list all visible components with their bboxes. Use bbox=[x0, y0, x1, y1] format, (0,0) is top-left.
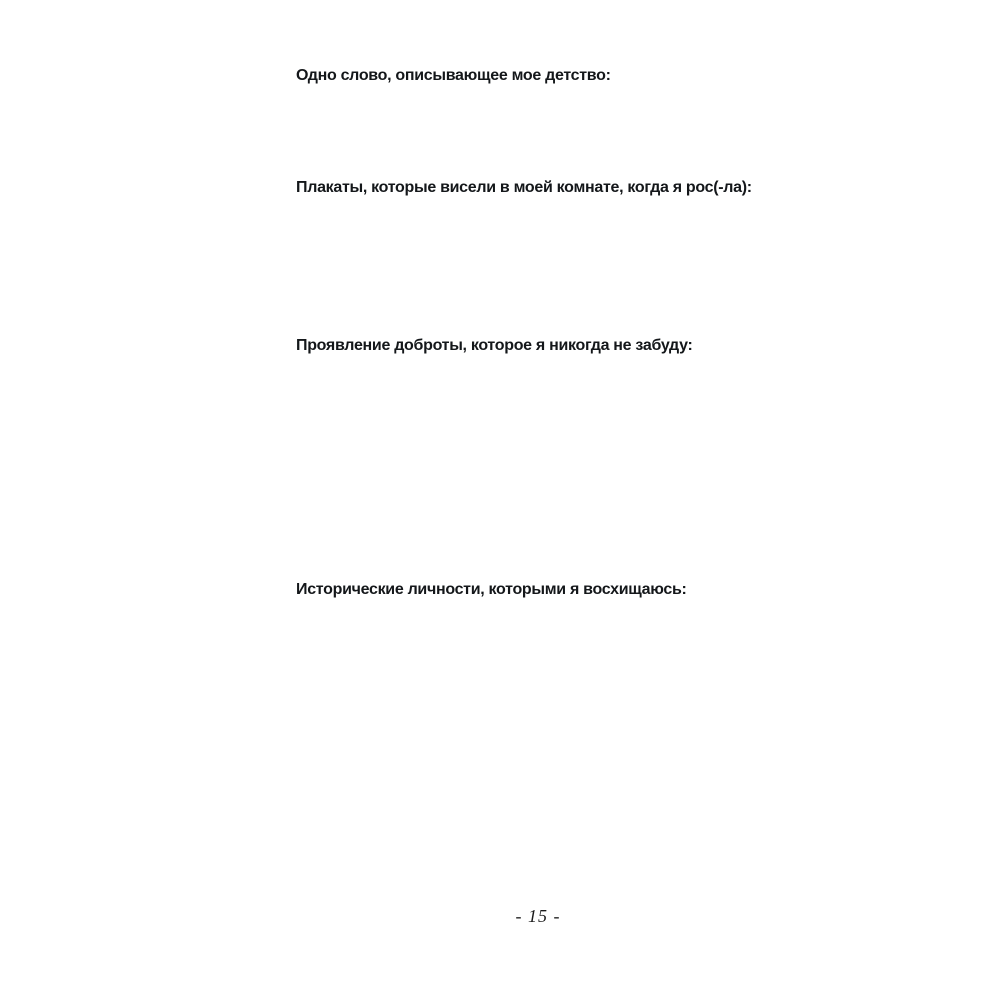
answer-space-act-of-kindness bbox=[296, 362, 760, 576]
answer-space-historical-figures bbox=[296, 606, 760, 896]
answer-space-childhood-word bbox=[296, 92, 760, 176]
prompt-heading-room-posters: Плакаты, которые висели в моей комнате, когда я рос(-ла): bbox=[296, 179, 752, 196]
prompt-heading-historical-figures: Исторические личности, которыми я восхищаюсь: bbox=[296, 581, 687, 598]
answer-space-room-posters bbox=[296, 204, 760, 332]
prompt-heading-childhood-word: Одно слово, описывающее мое детство: bbox=[296, 67, 611, 84]
prompt-heading-act-of-kindness: Проявление доброты, которое я никогда не забуду: bbox=[296, 337, 693, 354]
page-number: - 15 - bbox=[515, 906, 561, 926]
